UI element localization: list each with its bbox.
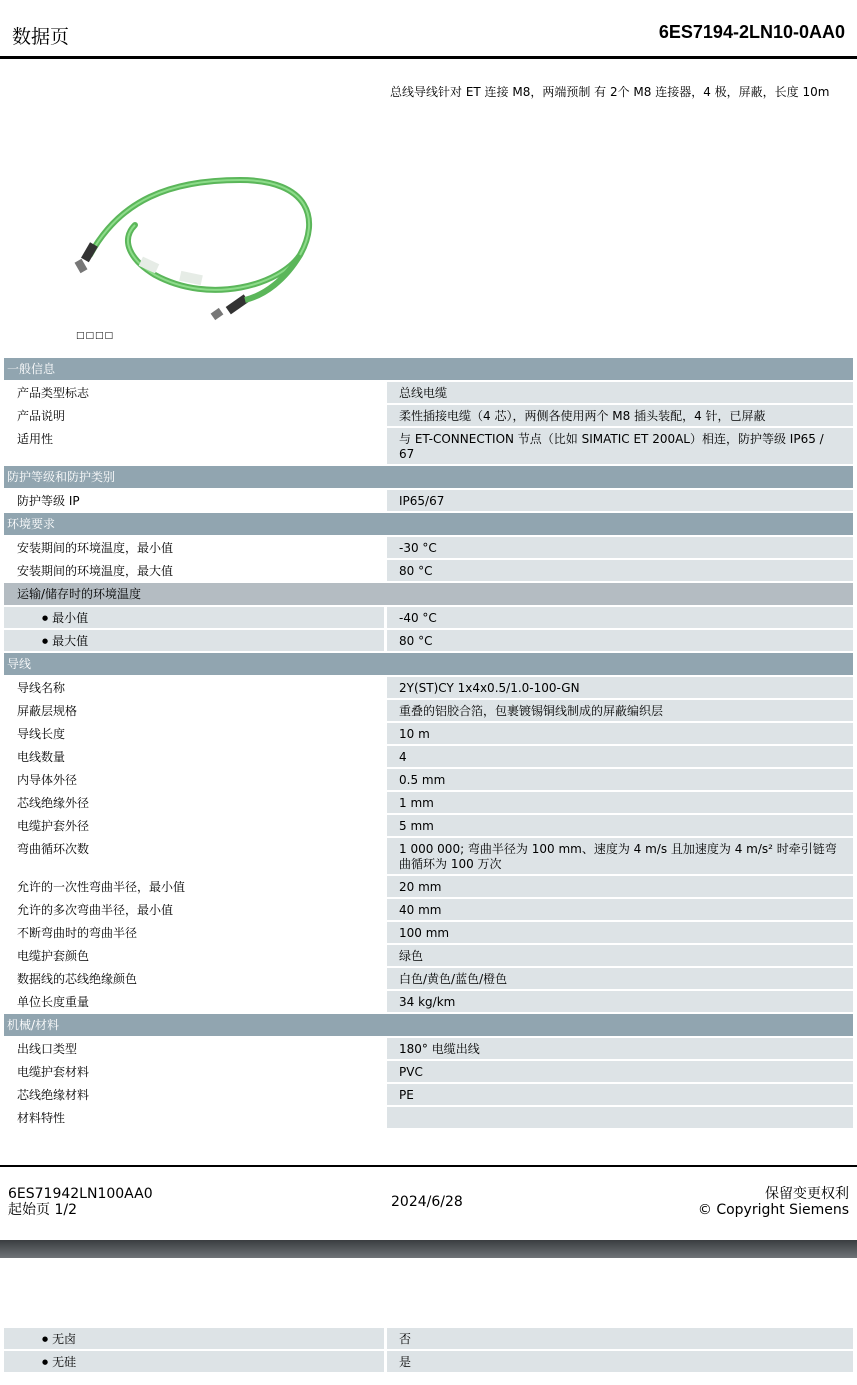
row-value: 100 mm bbox=[387, 922, 853, 943]
row-label: 出线口类型 bbox=[17, 1042, 78, 1056]
table-row bbox=[4, 991, 853, 1012]
row-label: 弯曲循环次数 bbox=[17, 842, 90, 856]
table-row bbox=[4, 838, 853, 874]
row-label: 单位长度重量 bbox=[17, 995, 90, 1009]
table-row bbox=[4, 700, 853, 721]
row-label: ● 无硅 bbox=[4, 1351, 384, 1372]
table-row bbox=[4, 490, 853, 511]
table-row bbox=[4, 1107, 853, 1128]
table-row bbox=[4, 723, 853, 744]
footer-left bbox=[8, 1186, 153, 1218]
page-number: 起始页 1/2 bbox=[8, 1202, 77, 1218]
table-row bbox=[4, 746, 853, 767]
row-value: 否 bbox=[387, 1328, 853, 1349]
product-code: 6ES7194-2LN10-0AA0 bbox=[658, 22, 845, 42]
row-value: -40 °C bbox=[387, 607, 853, 628]
row-value: 白色/黄色/蓝色/橙色 bbox=[387, 968, 853, 989]
row-value: 1 000 000; 弯曲半径为 100 mm、速度为 4 m/s 且加速度为 4 m/s² 时牵引链弯曲循环为 100 万次 bbox=[387, 838, 853, 874]
row-label: 芯线绝缘材料 bbox=[17, 1088, 90, 1102]
row-value: 5 mm bbox=[387, 815, 853, 836]
table-row bbox=[4, 607, 853, 628]
table-row bbox=[4, 876, 853, 897]
row-value bbox=[387, 1107, 853, 1128]
datasheet-table bbox=[4, 358, 853, 1130]
row-label: 电缆护套外径 bbox=[17, 819, 90, 833]
table-row bbox=[4, 677, 853, 698]
page-title: 数据页 bbox=[12, 26, 70, 48]
row-label: 安装期间的环境温度，最小值 bbox=[17, 541, 174, 555]
subsection-storage-temperature: 运输/储存时的环境温度 bbox=[4, 583, 853, 605]
footer-divider bbox=[0, 1165, 857, 1167]
row-value: 柔性插接电缆（4 芯），两侧各使用两个 M8 插头装配，4 针，已屏蔽 bbox=[387, 405, 853, 426]
table-row bbox=[4, 899, 853, 920]
row-value: 重叠的铝胶合箔，包裹镀锡铜线制成的屏蔽编织层 bbox=[387, 700, 853, 721]
row-value: 34 kg/km bbox=[387, 991, 853, 1012]
row-label: 数据线的芯线绝缘颜色 bbox=[17, 972, 138, 986]
row-label: 电线数量 bbox=[17, 750, 66, 764]
row-value: 2Y(ST)CY 1x4x0.5/1.0-100-GN bbox=[387, 677, 853, 698]
row-value: 10 m bbox=[387, 723, 853, 744]
table-row bbox=[4, 1084, 853, 1105]
row-value: 80 °C bbox=[387, 560, 853, 581]
table-row bbox=[4, 1061, 853, 1082]
row-value: 4 bbox=[387, 746, 853, 767]
section-environment: 环境要求 bbox=[4, 513, 853, 535]
datasheet-table-page-2 bbox=[4, 1328, 853, 1374]
product-description: 总线导线针对 ET 连接 M8，两端预制 有 2个 M8 连接器，4 极，屏蔽，长度 10m bbox=[390, 85, 830, 99]
photo-caption: □□□□ bbox=[76, 331, 115, 341]
row-label: 电缆护套材料 bbox=[17, 1065, 90, 1079]
row-label: 导线名称 bbox=[17, 681, 66, 695]
order-number: 6ES71942LN100AA0 bbox=[8, 1186, 153, 1202]
row-label: 芯线绝缘外径 bbox=[17, 796, 90, 810]
row-label: 导线长度 bbox=[17, 727, 66, 741]
row-value: PVC bbox=[387, 1061, 853, 1082]
row-value: PE bbox=[387, 1084, 853, 1105]
table-row bbox=[4, 537, 853, 558]
row-label: 产品类型标志 bbox=[17, 386, 90, 400]
table-row bbox=[4, 1351, 853, 1372]
table-row bbox=[4, 382, 853, 403]
row-label: 不断弯曲时的弯曲半径 bbox=[17, 926, 138, 940]
table-row bbox=[4, 560, 853, 581]
row-value: 1 mm bbox=[387, 792, 853, 813]
table-row bbox=[4, 630, 853, 651]
row-value: IP65/67 bbox=[387, 490, 853, 511]
row-label: 防护等级 IP bbox=[17, 494, 80, 508]
row-label: 允许的多次弯曲半径，最小值 bbox=[17, 903, 174, 917]
row-value: -30 °C bbox=[387, 537, 853, 558]
row-label: ● 最大值 bbox=[4, 630, 384, 651]
rights-notice: 保留变更权利 bbox=[765, 1186, 849, 1202]
copyright-notice: © Copyright Siemens bbox=[697, 1202, 849, 1218]
table-row bbox=[4, 792, 853, 813]
row-label: 电缆护套颜色 bbox=[17, 949, 90, 963]
row-label: 安装期间的环境温度，最大值 bbox=[17, 564, 174, 578]
row-value: 绿色 bbox=[387, 945, 853, 966]
row-value: 与 ET-CONNECTION 节点（比如 SIMATIC ET 200AL）相连，防护等级 IP65 / 67 bbox=[387, 428, 853, 464]
row-value: 0.5 mm bbox=[387, 769, 853, 790]
row-value: 20 mm bbox=[387, 876, 853, 897]
section-general: 一般信息 bbox=[4, 358, 853, 380]
row-value: 40 mm bbox=[387, 899, 853, 920]
table-row bbox=[4, 428, 853, 464]
row-label: 材料特性 bbox=[17, 1111, 66, 1125]
section-protection: 防护等级和防护类别 bbox=[4, 466, 853, 488]
row-label: 产品说明 bbox=[17, 409, 66, 423]
row-label: ● 无卤 bbox=[4, 1328, 384, 1349]
row-value: 80 °C bbox=[387, 630, 853, 651]
footer-date: 2024/6/28 bbox=[391, 1194, 463, 1210]
row-label: 允许的一次性弯曲半径，最小值 bbox=[17, 880, 186, 894]
table-row bbox=[4, 405, 853, 426]
table-row bbox=[4, 1038, 853, 1059]
section-mechanical: 机械/材料 bbox=[4, 1014, 853, 1036]
row-value: 总线电缆 bbox=[387, 382, 853, 403]
footer-right bbox=[698, 1186, 849, 1218]
row-label: ● 最小值 bbox=[4, 607, 384, 628]
row-label: 屏蔽层规格 bbox=[17, 704, 78, 718]
header-divider bbox=[0, 56, 857, 59]
row-label: 适用性 bbox=[17, 432, 54, 446]
table-row bbox=[4, 815, 853, 836]
table-row bbox=[4, 968, 853, 989]
table-row bbox=[4, 769, 853, 790]
table-row bbox=[4, 945, 853, 966]
page-break-band bbox=[0, 1240, 857, 1258]
section-wire: 导线 bbox=[4, 653, 853, 675]
row-value: 是 bbox=[387, 1351, 853, 1372]
row-value: 180° 电缆出线 bbox=[387, 1038, 853, 1059]
row-label: 内导体外径 bbox=[17, 773, 78, 787]
table-row bbox=[4, 922, 853, 943]
table-row bbox=[4, 1328, 853, 1349]
product-photo bbox=[60, 160, 330, 335]
